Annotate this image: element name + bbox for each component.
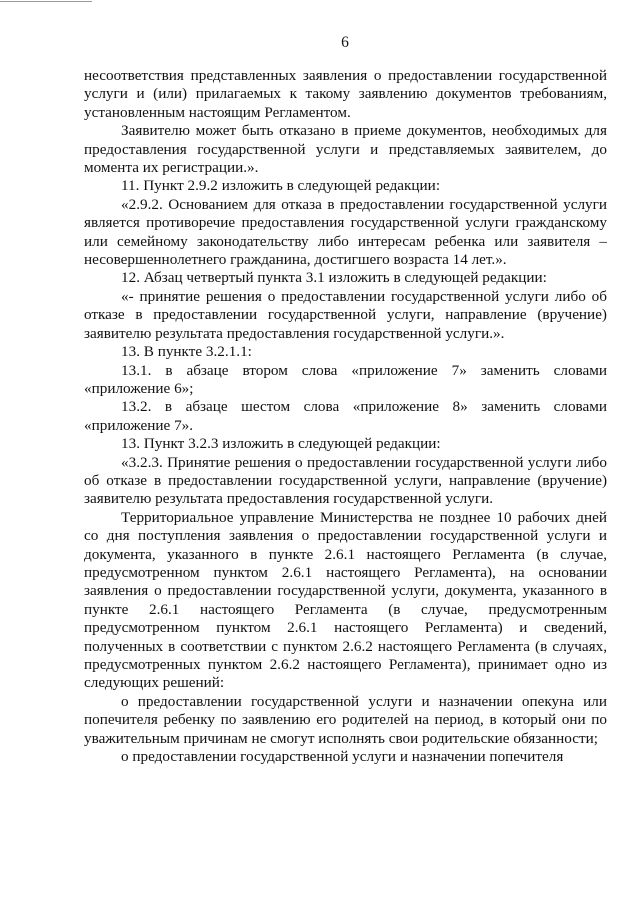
paragraph-item-13-repeat: 13. Пункт 3.2.3 изложить в следующей редакции: xyxy=(121,435,441,453)
paragraph-decision-trustee: о предоставлении государственной услуги и назначении попечителя xyxy=(121,748,564,766)
paragraph-item-12: 12. Абзац четвертый пункта 3.1 изложить в следующей редакции: xyxy=(121,269,547,287)
paragraph-territorial-office: Территориальное управление Министерства не позднее 10 рабочих дней со дня поступления заявления о предоставлении государственной услуги и документа, указанного в пункте 2.6.1 настоящего Регламента (в случае, предусмотренном пунктом 2.6.1 настоящего Регламента), на основании заявления о предоставлении государственной услуги, документа, указанного в пункте 2.6.1 настоящего Регламента (в случае, предусмотренным предусмотренном пунктом 2.6.1 настоящего Регламента) и сведений, полученных в соответствии с пунктом 2.6.2 настоящего Регламента (в случаях, предусмотренных пунктом 2.6.2 настоящего Регламента), принимает одно из следующих решений: xyxy=(84,508,607,692)
document-body xyxy=(84,67,607,766)
paragraph-item-13: 13. В пункте 3.2.1.1: xyxy=(121,343,252,361)
paragraph-decision-guardian: о предоставлении государственной услуги и назначении опекуна или попечителя ребенку по заявлению его родителей на период, в который они по уважительным причинам не смогут исполнять свои родительские обязанности; xyxy=(84,692,607,747)
paragraph-clause-2-9-2: «2.9.2. Основанием для отказа в предоставлении государственной услуги является противоречие предоставления государственной услуги гражданскому или семейному законодательству либо интересам ребенка или заявителя – несовершеннолетнего гражданина, достигшего возраста 14 лет.». xyxy=(84,195,607,269)
paragraph-continuation: несоответствия представленных заявления о предоставлении государственной услуги и (или) прилагаемых к такому заявлению документов требованиям, установленным настоящим Регламентом. xyxy=(84,67,607,121)
paragraph-refusal-note: Заявителю может быть отказано в приеме документов, необходимых для предоставления государственной услуги и представляемых заявителем, до момента их регистрации.». xyxy=(84,122,607,177)
paragraph-item-13-2: 13.2. в абзаце шестом слова «приложение 8» заменить словами «приложение 7». xyxy=(84,398,607,434)
page-number: 6 xyxy=(341,34,349,51)
paragraph-item-11: 11. Пункт 2.9.2 изложить в следующей редакции: xyxy=(121,177,441,195)
paragraph-clause-3-2-3: «3.2.3. Принятие решения о предоставлении государственной услуги либо об отказе в предоставлении государственной услуги, направление (вручение) заявителю результата предоставления государственной услуги. xyxy=(84,453,607,508)
top-edge-rule xyxy=(0,1,92,2)
paragraph-item-13-1: 13.1. в абзаце втором слова «приложение 7» заменить словами «приложение 6»; xyxy=(84,361,607,397)
paragraph-clause-3-1: «- принятие решения о предоставлении государственной услуги либо об отказе в предоставлении государственной услуги, направление (вручение) заявителю результата предоставления государственной услуги.». xyxy=(84,287,607,342)
